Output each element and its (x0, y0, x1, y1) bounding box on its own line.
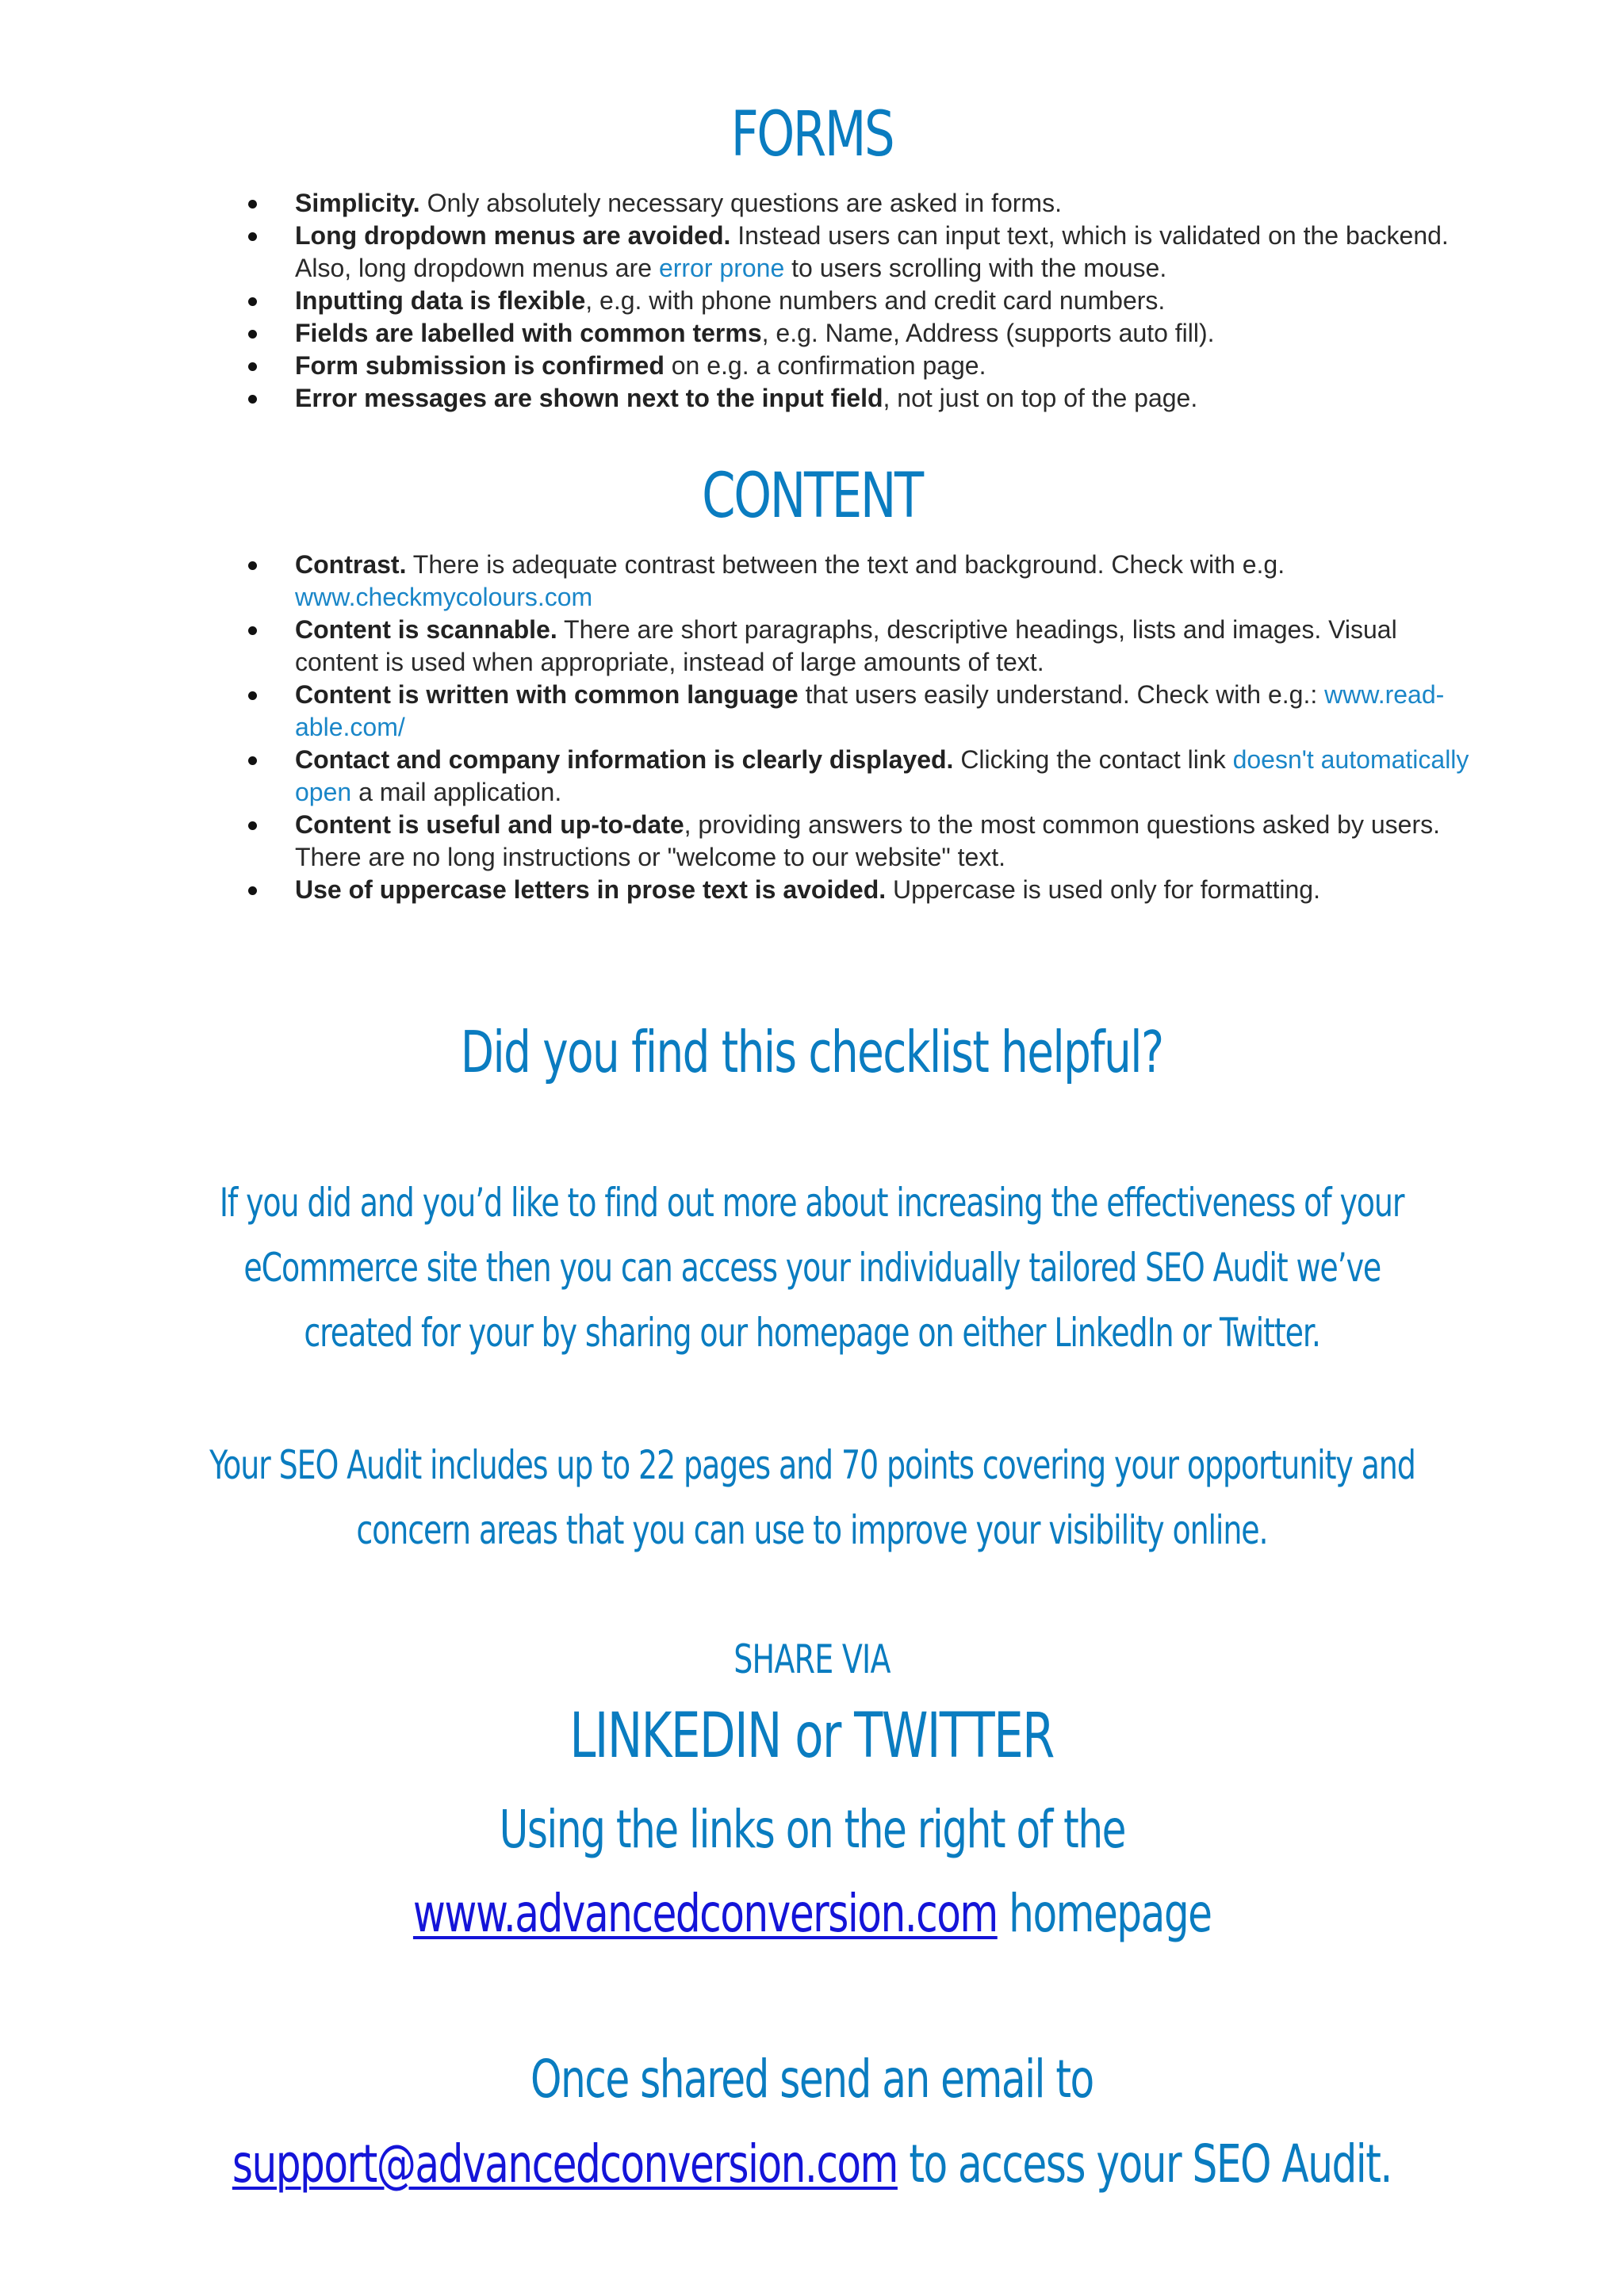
forms-list-item (238, 382, 1475, 415)
content-list-item (238, 549, 1475, 614)
content-item-heading: Use of uppercase letters in prose text is avoided. (295, 875, 887, 904)
forms-item-heading: Error messages are shown next to the input field (295, 384, 883, 412)
cta-paragraph-audit (0, 1433, 1624, 1563)
forms-list-item (238, 220, 1475, 285)
share-networks-label (0, 1697, 1624, 1776)
forms-checklist (238, 187, 1475, 415)
content-item-text: a mail application. (351, 778, 562, 806)
email-line-text (232, 2125, 1392, 2204)
forms-item-text: , not just on top of the page. (883, 384, 1198, 412)
homepage-suffix: homepage (997, 1883, 1212, 1944)
content-list-item (238, 874, 1475, 906)
forms-item-heading: Inputting data is flexible (295, 286, 586, 315)
forms-list-item (238, 187, 1475, 220)
forms-item-heading: Fields are labelled with common terms (295, 319, 762, 347)
forms-item-heading: Simplicity. (295, 189, 420, 217)
content-list-item (238, 809, 1475, 874)
forms-item-text: , e.g. Name, Address (supports auto fill). (761, 319, 1215, 347)
content-item-heading: Contact and company information is clearly displayed. (295, 745, 954, 774)
content-item-link[interactable]: www.read-able.com/ (295, 680, 1445, 741)
share-via-label (0, 1632, 1624, 1687)
forms-list-item (238, 317, 1475, 350)
content-item-link[interactable]: doesn't automatically open (295, 745, 1469, 806)
share-instructions (0, 1790, 1624, 1869)
content-list-item (238, 679, 1475, 744)
cta-p2-line: concern areas that you can use to improve your visibility online. (356, 1507, 1268, 1553)
forms-item-text: Only absolutely necessary questions are asked in forms. (419, 189, 1062, 217)
content-item-link[interactable]: www.checkmycolours.com (295, 583, 593, 611)
content-item-text: Uppercase is used only for formatting. (886, 875, 1320, 904)
content-list-item (238, 614, 1475, 679)
forms-item-heading: Long dropdown menus are avoided. (295, 221, 731, 250)
forms-item-text: Instead users can input text, which is validated on the backend. Also, long dropdown menus are (295, 221, 1449, 282)
cta-p2-line: Your SEO Audit includes up to 22 pages and 70 points covering your opportunity and (209, 1442, 1415, 1488)
email-line (0, 2125, 1624, 2204)
forms-heading: FORMS (730, 99, 894, 170)
content-item-text: that users easily understand. Check with e.g.: (798, 680, 1325, 709)
share-instructions-text: Using the links on the right of the (499, 1799, 1125, 1860)
cta-heading-text: Did you find this checklist helpful? (461, 1019, 1163, 1085)
content-item-heading: Content is useful and up-to-date (295, 810, 684, 839)
email-instruction (0, 2040, 1624, 2119)
homepage-link[interactable]: www.advancedconversion.com (412, 1883, 998, 1944)
email-instruction-text: Once shared send an email to (530, 2049, 1094, 2110)
content-list-item (238, 744, 1475, 809)
content-item-heading: Content is scannable. (295, 615, 557, 644)
cta-p1-line: eCommerce site then you can access your individually tailored SEO Audit we’ve (243, 1245, 1381, 1291)
homepage-line-text (413, 1874, 1212, 1954)
cta-p1-line: If you did and you’d like to find out more about increasing the effectiveness of your (220, 1180, 1404, 1226)
content-checklist (238, 549, 1475, 906)
support-email-link[interactable]: support@advancedconversion.com (232, 2133, 898, 2195)
forms-item-text: on e.g. a confirmation page. (664, 351, 986, 380)
forms-list-item (238, 350, 1475, 382)
content-item-heading: Content is written with common language (295, 680, 799, 709)
forms-item-heading: Form submission is confirmed (295, 351, 665, 380)
cta-p1-line: created for your by sharing our homepage on either LinkedIn or Twitter. (304, 1310, 1320, 1356)
content-item-text: There are short paragraphs, descriptive headings, lists and images. Visual content is used when appropriate, instead of large amounts of text. (295, 615, 1397, 676)
content-item-text: There is adequate contrast between the text and background. Check with e.g. (406, 550, 1285, 579)
content-item-text: Clicking the contact link (953, 745, 1233, 774)
cta-paragraph-access (0, 1170, 1624, 1365)
forms-item-text: to users scrolling with the mouse. (784, 254, 1167, 282)
forms-list-item (238, 285, 1475, 317)
forms-item-link[interactable]: error prone (658, 254, 785, 282)
share-networks-text: LINKEDIN or TWITTER (569, 1701, 1055, 1772)
share-via-text: SHARE VIA (733, 1636, 891, 1682)
content-heading: CONTENT (702, 461, 922, 532)
content-item-heading: Contrast. (295, 550, 407, 579)
homepage-line (0, 1874, 1624, 1954)
email-suffix: to access your SEO Audit. (898, 2133, 1392, 2195)
cta-heading (0, 1016, 1624, 1088)
forms-item-text: , e.g. with phone numbers and credit card numbers. (585, 286, 1166, 315)
content-item-text: , providing answers to the most common questions asked by users. There are no long instructions or "welcome to our website" text. (295, 810, 1440, 871)
